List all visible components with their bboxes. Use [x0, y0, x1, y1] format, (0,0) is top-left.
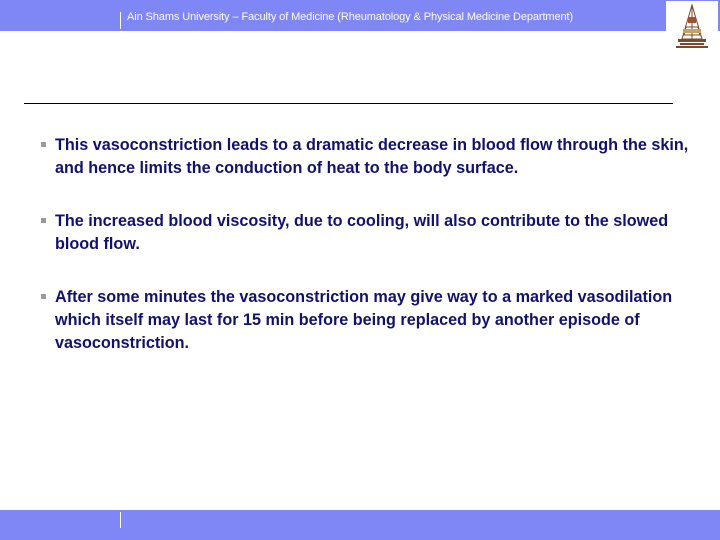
bullet-icon [41, 142, 46, 147]
university-crest-icon [666, 1, 718, 49]
bullet-text: After some minutes the vasoconstriction may give way to a marked vasodilation which itself may last for 15 min before being replaced by another episode of vasoconstriction. [55, 288, 673, 352]
footer-divider [120, 512, 121, 528]
header-divider [120, 12, 121, 29]
header-title: Ain Shams University – Faculty of Medicine (Rheumatology & Physical Medicine Department) [127, 11, 574, 23]
footer-bar [0, 510, 720, 540]
bullet-icon [41, 294, 46, 299]
bullet-item [38, 134, 698, 180]
title-divider [24, 103, 673, 104]
bullet-item [38, 210, 698, 256]
bullet-list [38, 134, 698, 355]
bullet-text: The increased blood viscosity, due to cooling, will also contribute to the slowed blood flow. [55, 212, 669, 253]
bullet-text: This vasoconstriction leads to a dramatic decrease in blood flow through the skin, and hence limits the conduction of heat to the body surface. [55, 136, 689, 177]
bullet-icon [41, 218, 46, 223]
bullet-item [38, 286, 698, 355]
